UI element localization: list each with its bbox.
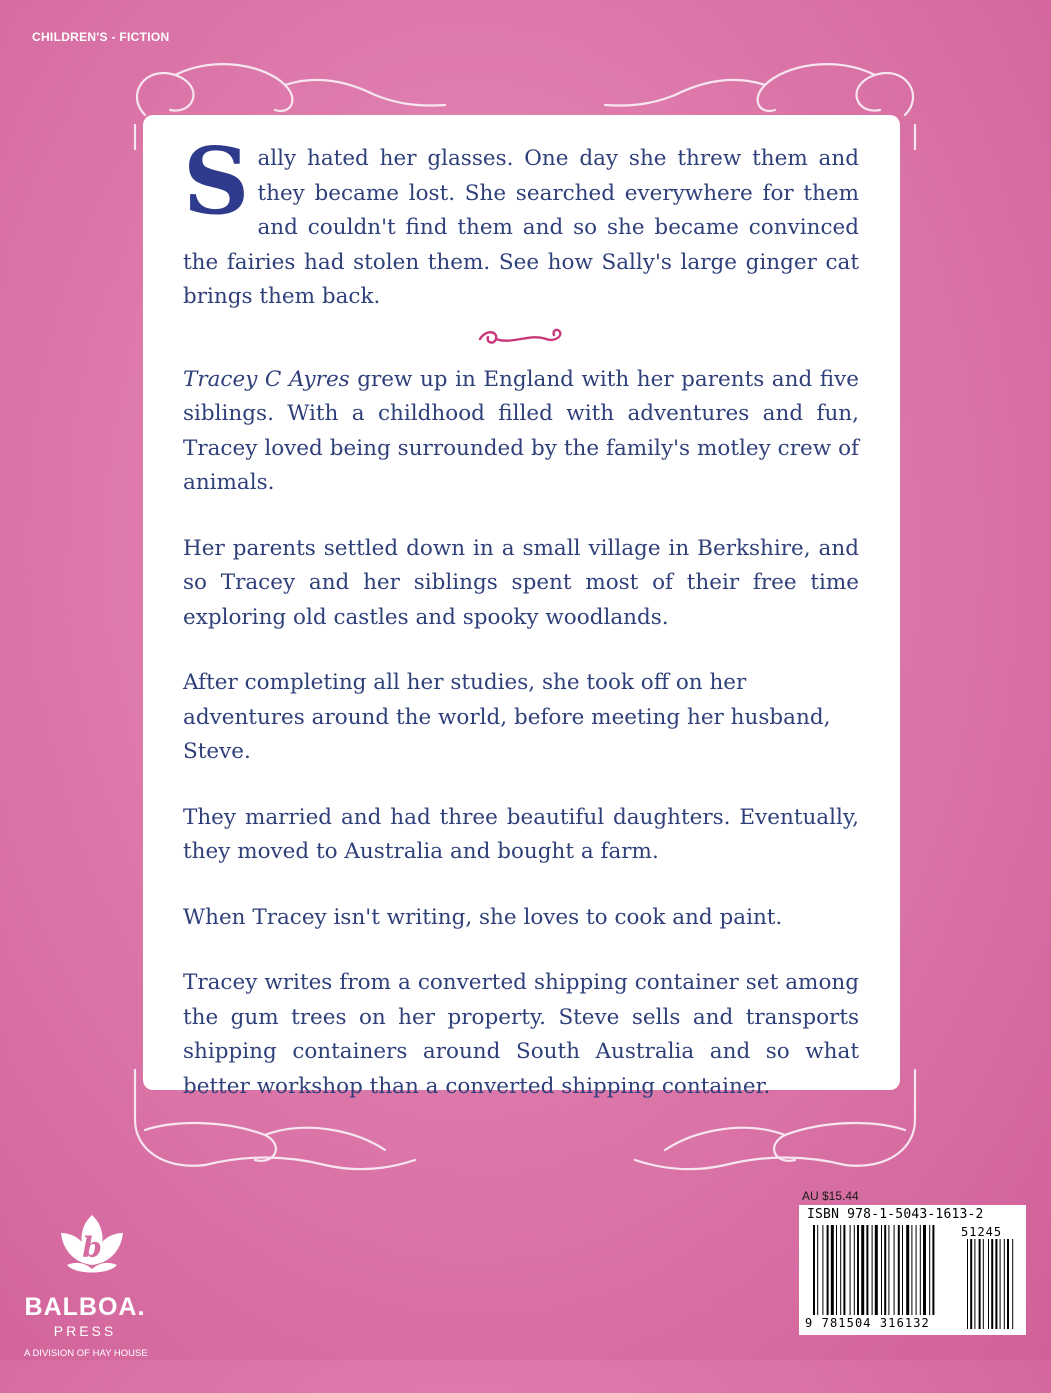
addon-bar [974, 1239, 975, 1329]
addon-bar [983, 1239, 984, 1329]
logo-letter: b [82, 1231, 102, 1264]
addon-digits: 51245 [961, 1225, 1003, 1239]
bio-paragraph-2: Her parents settled down in a small village in Berkshire, and so Tracey and her siblings spent most of their free time exploring old castles and spooky woodlands. [183, 535, 859, 630]
barcode-bar [827, 1225, 829, 1315]
addon-bar [988, 1239, 989, 1329]
barcode-bar [932, 1225, 934, 1315]
publisher-division: A DIVISION OF HAY HOUSE [24, 1348, 148, 1359]
bio-paragraph-3: After completing all her studies, she took off on her adventures around the world, before meeting her husband, Steve. [183, 670, 831, 764]
addon-bar [995, 1239, 997, 1329]
barcode-bar [894, 1225, 895, 1315]
barcode-bar [857, 1225, 859, 1315]
ean-digits: 9 781504 316132 [805, 1316, 930, 1330]
barcode-bar [822, 1225, 823, 1315]
addon-bar [1012, 1239, 1013, 1329]
lotus-icon [57, 1213, 127, 1281]
barcode-bar [813, 1225, 815, 1315]
barcode-bar [898, 1225, 900, 1315]
publisher-name: BALBOA. [24, 1293, 146, 1321]
bio-paragraph-4: They married and had three beautiful daughters. Eventually, they moved to Australia and bought a farm. [183, 804, 859, 864]
addon-bar [979, 1239, 981, 1329]
barcode-bar [884, 1225, 886, 1315]
barcode-bar [911, 1225, 912, 1315]
barcode-bar [923, 1225, 926, 1315]
publisher-imprint: PRESS [53, 1323, 117, 1339]
barcode-bar [866, 1225, 868, 1315]
author-name: Tracey C Ayres [183, 366, 350, 392]
swirl-divider-icon [476, 327, 566, 349]
isbn-text: ISBN 978-1-5043-1613-2 [807, 1207, 984, 1222]
price-label: AU $15.44 [802, 1189, 859, 1203]
isbn-barcode [799, 1205, 1026, 1335]
barcode-bar [850, 1225, 851, 1315]
barcode-bar [902, 1225, 903, 1315]
barcode-bar [929, 1225, 930, 1315]
genre-label: CHILDREN'S - FICTION [32, 30, 170, 44]
barcode-bar [840, 1225, 841, 1315]
drop-cap: S [183, 127, 250, 235]
bio-paragraph-6: Tracey writes from a converted shipping container set among the gum trees on her property. Steve sells and transports shipping containers around South Australia and so what better workshop than a converted shipping container. [183, 970, 859, 1099]
addon-bar [991, 1239, 993, 1329]
barcode-bar [875, 1225, 878, 1315]
publisher-logo [22, 1213, 162, 1393]
barcode-bar [854, 1225, 855, 1315]
barcode-bar [817, 1225, 818, 1315]
barcode-bar [831, 1225, 834, 1315]
barcode-bar [872, 1225, 873, 1315]
blurb-text [183, 127, 859, 1135]
barcode-bar [888, 1225, 889, 1315]
intro-paragraph: Sally hated her glasses. One day she threw them and they became lost. She searched everywhere for them and couldn't find them and so she became convinced the fairies had stolen them. See how Sally's large ginger cat brings them back. [183, 127, 859, 309]
addon-bar [1000, 1239, 1001, 1329]
addon-bar [1004, 1239, 1005, 1329]
barcode-bar [916, 1225, 917, 1315]
barcode-bar [906, 1225, 909, 1315]
barcode-bar [843, 1225, 845, 1315]
bio-paragraph-1: Tracey C Ayres grew up in England with her parents and five siblings. With a childhood filled with adventures and fun, Tracey loved being surrounded by the family's motley crew of animals. [183, 366, 859, 495]
addon-bar [970, 1239, 972, 1329]
barcode-bar [861, 1225, 864, 1315]
barcode-bar [836, 1225, 837, 1315]
addon-bar [967, 1239, 968, 1329]
addon-bar [1007, 1239, 1009, 1329]
bio-paragraph-5: When Tracey isn't writing, she loves to cook and paint. [183, 904, 783, 930]
barcode-bar [920, 1225, 921, 1315]
barcode-bar [881, 1225, 882, 1315]
